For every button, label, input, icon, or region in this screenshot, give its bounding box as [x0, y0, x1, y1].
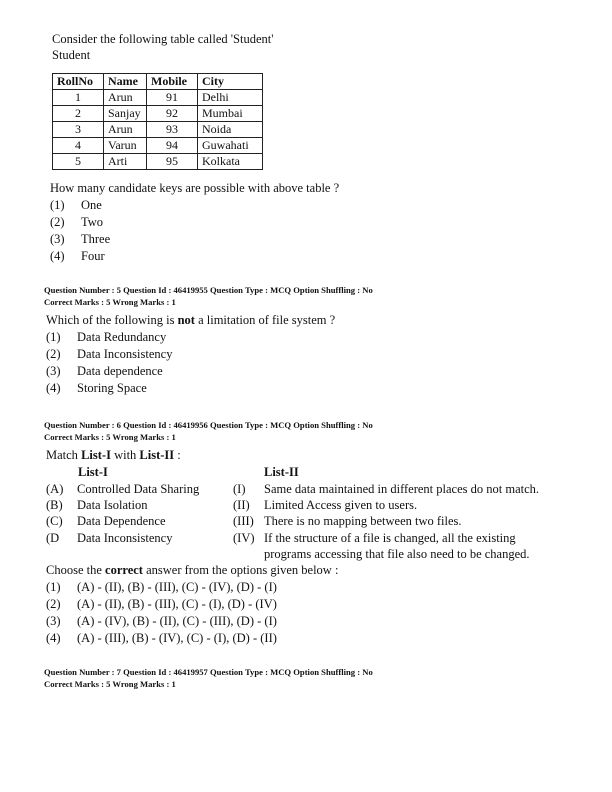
table-row [53, 90, 263, 106]
q5-option [46, 381, 147, 396]
option-text: Data Inconsistency [77, 347, 173, 361]
list1-label: (D [46, 531, 60, 545]
q6-choose-pre: Choose the [46, 563, 106, 577]
table-row [53, 122, 263, 138]
option-number: (4) [46, 381, 61, 395]
option-number: (1) [46, 330, 61, 344]
cell-city: Noida [198, 122, 263, 138]
list1-item [46, 498, 148, 513]
q5-question-emphasis: not [177, 313, 195, 327]
q6-choose [46, 563, 338, 578]
table-header-row [53, 74, 263, 90]
cell-name: Sanjay [104, 106, 147, 122]
cell-name: Arun [104, 122, 147, 138]
option-number: (4) [46, 631, 61, 645]
q6-question-pre: Match [46, 448, 82, 462]
option-number: (1) [46, 580, 61, 594]
list2-text: If the structure of a file is changed, all the existing [264, 531, 516, 545]
cell-city: Mumbai [198, 106, 263, 122]
q6-option [46, 580, 277, 595]
cell-city: Guwahati [198, 138, 263, 154]
q6-meta-line2: Correct Marks : 5 Wrong Marks : 1 [44, 432, 176, 442]
cell-rollno: 2 [53, 106, 104, 122]
q4-option [50, 249, 105, 264]
cell-rollno: 1 [53, 90, 104, 106]
q5-option [46, 330, 167, 345]
list2-item [233, 482, 540, 497]
list2-continuation: programs accessing that file also need to be changed. [264, 547, 530, 561]
list1-item [46, 514, 166, 529]
q5-meta-line1: Question Number : 5 Question Id : 46419955 Question Type : MCQ Option Shuffling : No [44, 285, 373, 295]
cell-name: Varun [104, 138, 147, 154]
list2-label: (III) [233, 514, 254, 528]
q6-choose-post: answer from the options given below : [142, 563, 339, 577]
list1-label: (C) [46, 514, 63, 528]
cell-city: Kolkata [198, 154, 263, 170]
cell-name: Arti [104, 154, 147, 170]
q4-intro: Consider the following table called 'Student' [52, 32, 274, 46]
option-text: Storing Space [77, 381, 147, 395]
list1-item [46, 482, 200, 497]
q5-meta-line2: Correct Marks : 5 Wrong Marks : 1 [44, 297, 176, 307]
q6-question-post: : [174, 448, 181, 462]
cell-rollno: 4 [53, 138, 104, 154]
option-number: (2) [46, 347, 61, 361]
q6-question-mid: with [110, 448, 140, 462]
list2-header: List-II [264, 465, 299, 479]
q5-question [46, 313, 335, 328]
list1-label: (A) [46, 482, 64, 496]
list2-text: Limited Access given to users. [264, 498, 418, 512]
cell-name: Arun [104, 90, 147, 106]
list1-header: List-I [78, 465, 108, 479]
cell-rollno: 3 [53, 122, 104, 138]
list2-label: (I) [233, 482, 246, 496]
list1-label: (B) [46, 498, 63, 512]
table-row [53, 138, 263, 154]
list1-text: Data Isolation [77, 498, 148, 512]
q6-question [46, 448, 181, 463]
list2-item [233, 514, 462, 529]
list2-text: There is no mapping between two files. [264, 514, 462, 528]
cell-mobile: 95 [147, 154, 198, 170]
cell-city: Delhi [198, 90, 263, 106]
student-table [52, 73, 263, 170]
option-text: Data Redundancy [77, 330, 167, 344]
q4-option [50, 215, 104, 230]
header-city: City [198, 74, 263, 90]
option-number: (3) [46, 614, 61, 628]
q4-table-caption: Student [52, 48, 91, 62]
cell-mobile: 92 [147, 106, 198, 122]
header-name: Name [104, 74, 147, 90]
option-text: (A) - (IV), (B) - (II), (C) - (III), (D) - (I) [77, 614, 277, 628]
list2-label: (IV) [233, 531, 255, 545]
cell-mobile: 91 [147, 90, 198, 106]
cell-mobile: 93 [147, 122, 198, 138]
list2-item [233, 498, 418, 513]
option-number: (2) [50, 215, 65, 229]
q6-option [46, 597, 277, 612]
q6-question-list2: List-II [139, 448, 175, 462]
list1-item [46, 531, 173, 546]
q5-question-post: a limitation of file system ? [194, 313, 336, 327]
option-number: (2) [46, 597, 61, 611]
option-text: Two [81, 215, 104, 229]
header-mobile: Mobile [147, 74, 198, 90]
option-text: Data dependence [77, 364, 163, 378]
q5-question-pre: Which of the following is [46, 313, 178, 327]
list2-item [233, 531, 516, 546]
list1-text: Controlled Data Sharing [77, 482, 200, 496]
q6-question-list1: List-I [81, 448, 111, 462]
list1-text: Data Inconsistency [77, 531, 173, 545]
q7-meta-line2: Correct Marks : 5 Wrong Marks : 1 [44, 679, 176, 689]
option-number: (1) [50, 198, 65, 212]
option-text: Four [81, 249, 105, 263]
table-row [53, 154, 263, 170]
q5-option [46, 364, 163, 379]
q4-option [50, 232, 111, 247]
q7-meta-line1: Question Number : 7 Question Id : 46419957 Question Type : MCQ Option Shuffling : No [44, 667, 373, 677]
header-rollno: RollNo [53, 74, 104, 90]
list2-label: (II) [233, 498, 250, 512]
option-number: (3) [50, 232, 65, 246]
table-row [53, 106, 263, 122]
q6-meta-line1: Question Number : 6 Question Id : 46419956 Question Type : MCQ Option Shuffling : No [44, 420, 373, 430]
list2-text: Same data maintained in different places do not match. [264, 482, 540, 496]
q4-question: How many candidate keys are possible with above table ? [50, 181, 340, 195]
option-text: (A) - (II), (B) - (III), (C) - (I), (D) - (IV) [77, 597, 277, 611]
q6-option [46, 631, 277, 646]
q4-option [50, 198, 102, 213]
list1-text: Data Dependence [77, 514, 166, 528]
q6-option [46, 614, 277, 629]
option-number: (4) [50, 249, 65, 263]
option-number: (3) [46, 364, 61, 378]
cell-rollno: 5 [53, 154, 104, 170]
q5-option [46, 347, 173, 362]
cell-mobile: 94 [147, 138, 198, 154]
option-text: Three [81, 232, 111, 246]
q6-choose-emphasis: correct [105, 563, 143, 577]
option-text: One [81, 198, 102, 212]
option-text: (A) - (III), (B) - (IV), (C) - (I), (D) - (II) [77, 631, 277, 645]
option-text: (A) - (II), (B) - (III), (C) - (IV), (D) - (I) [77, 580, 277, 594]
